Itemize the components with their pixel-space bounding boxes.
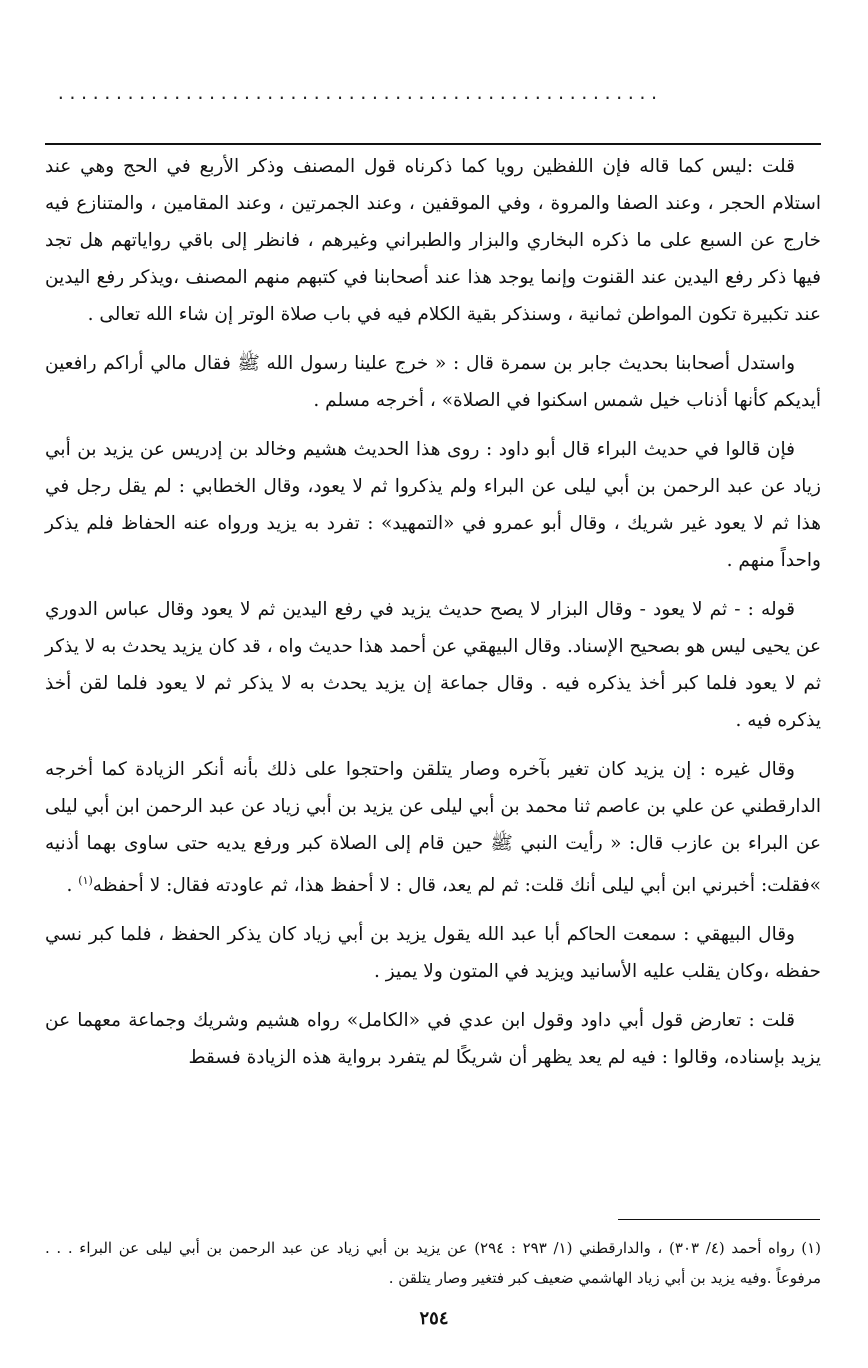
paragraph-text: وقال غيره : إن يزيد كان تغير بآخره وصار يتلقن واحتجوا على ذلك بأنه أنكر الزيادة كما أخرجه الدارقطني عن علي بن عاصم ثنا محمد بن أبي ليلى عن يزيد بن أبي زياد عن عبد الرحمن ابن أبي ليلى عن البراء بن عازب قال: « رأيت النبي ﷺ حين قام إلى الصلاة كبر ورفع يديه حتى ساوى بهما أذنيه »فقلت: أخبرني ابن أبي ليلى أنك قلت: ثم لم يعد، قال : لا أحفظ هذا، ثم عاودته فقال: لا أحفظه: [45, 759, 821, 897]
paragraph: قلت :ليس كما قاله فإن اللفظين رويا كما ذكرناه قول المصنف وذكر الأربع في الحج وهي عند استلام الحجر ، وعند الصفا والمروة ، وفي الموقفين ، وعند الجمرتين ، وعند المقامين ، والمتنازع فيه خارج عن السبع على ما ذكره البخاري والبزار والطبراني وغيرهم ، فانظر إلى باقي رواياتهم هل تجد فيها ذكر رفع اليدين عند القنوت وإنما يوجد هذا عند أصحابنا في كتبهم منهم المصنف ،ويذكر رفع اليدين عند تكبيرة تكون المواطن ثمانية ، وسنذكر بقية الكلام فيه في باب صلاة الوتر إن شاء الله تعالى .: [45, 156, 821, 325]
footnote-reference: (١): [78, 874, 93, 887]
footnote: [45, 1233, 821, 1293]
paragraph-end: .: [66, 875, 79, 897]
footnote-separator: [618, 1219, 820, 1220]
header-dotted-line: ....................................................: [56, 84, 661, 103]
paragraph: فإن قالوا في حديث البراء قال أبو داود : روى هذا الحديث هشيم وخالد بن إدريس عن يزيد بن أبي زياد عن عبد الرحمن بن أبي ليلى عن البراء ولم يذكروا ثم لا يعود، وقال الخطابي : لم يقل رجل في هذا ثم لا يعود غير شريك ، وقال أبو عمرو في «التمهيد» : تفرد به يزيد ورواه عنه الحفاظ فلم يذكر واحداً منهم .: [45, 439, 821, 571]
paragraph: واستدل أصحابنا بحديث جابر بن سمرة قال : « خرج علينا رسول الله ﷺ فقال مالي أراكم رافعين أيديكم كأنها أذناب خيل شمس اسكنوا في الصلاة» ، أخرجه مسلم .: [45, 353, 821, 411]
main-text: [45, 148, 821, 1088]
page-number: ٢٥٤: [419, 1308, 449, 1329]
paragraph: قلت : تعارض قول أبي داود وقول ابن عدي في «الكامل» رواه هشيم وشريك وجماعة معهما عن يزيد بإسناده، وقالوا : فيه لم يعد يظهر أن شريكًا لم يتفرد برواية هذه الزيادة فسقط: [45, 1010, 821, 1069]
paragraph: وقال البيهقي : سمعت الحاكم أبا عبد الله يقول يزيد بن أبي زياد كان يذكر الحفظ ، فلما كبر نسي حفظه ،وكان يقلب عليه الأسانيد ويزيد في المتون ولا يميز .: [45, 924, 821, 983]
footnote-text: (١) رواه أحمد (٤/ ٣٠٣) ، والدارقطني (١/ ٢٩٣ : ٢٩٤) عن يزيد بن أبي زياد عن عبد الرحمن بن أبي ليلى عن البراء . . . مرفوعاً .وفيه يزيد بن أبي زياد الهاشمي ضعيف كبر فتغير وصار يتلقن .: [45, 1239, 822, 1287]
paragraph: قوله : - ثم لا يعود - وقال البزار لا يصح حديث يزيد في رفع اليدين ثم لا يعود وقال عباس الدوري عن يحيى ليس هو بصحيح الإسناد. وقال البيهقي عن أحمد هذا حديث واه ، قد كان يزيد يحدث به لا يذكر ثم لا يعود فلما كبر أخذ يذكره فيه . وقال جماعة إن يزيد يحدث به لا يذكر ثم لا يعود فلما لقن أخذ يذكره فيه .: [45, 599, 821, 731]
paragraph: [45, 751, 821, 904]
top-rule: [45, 143, 821, 145]
